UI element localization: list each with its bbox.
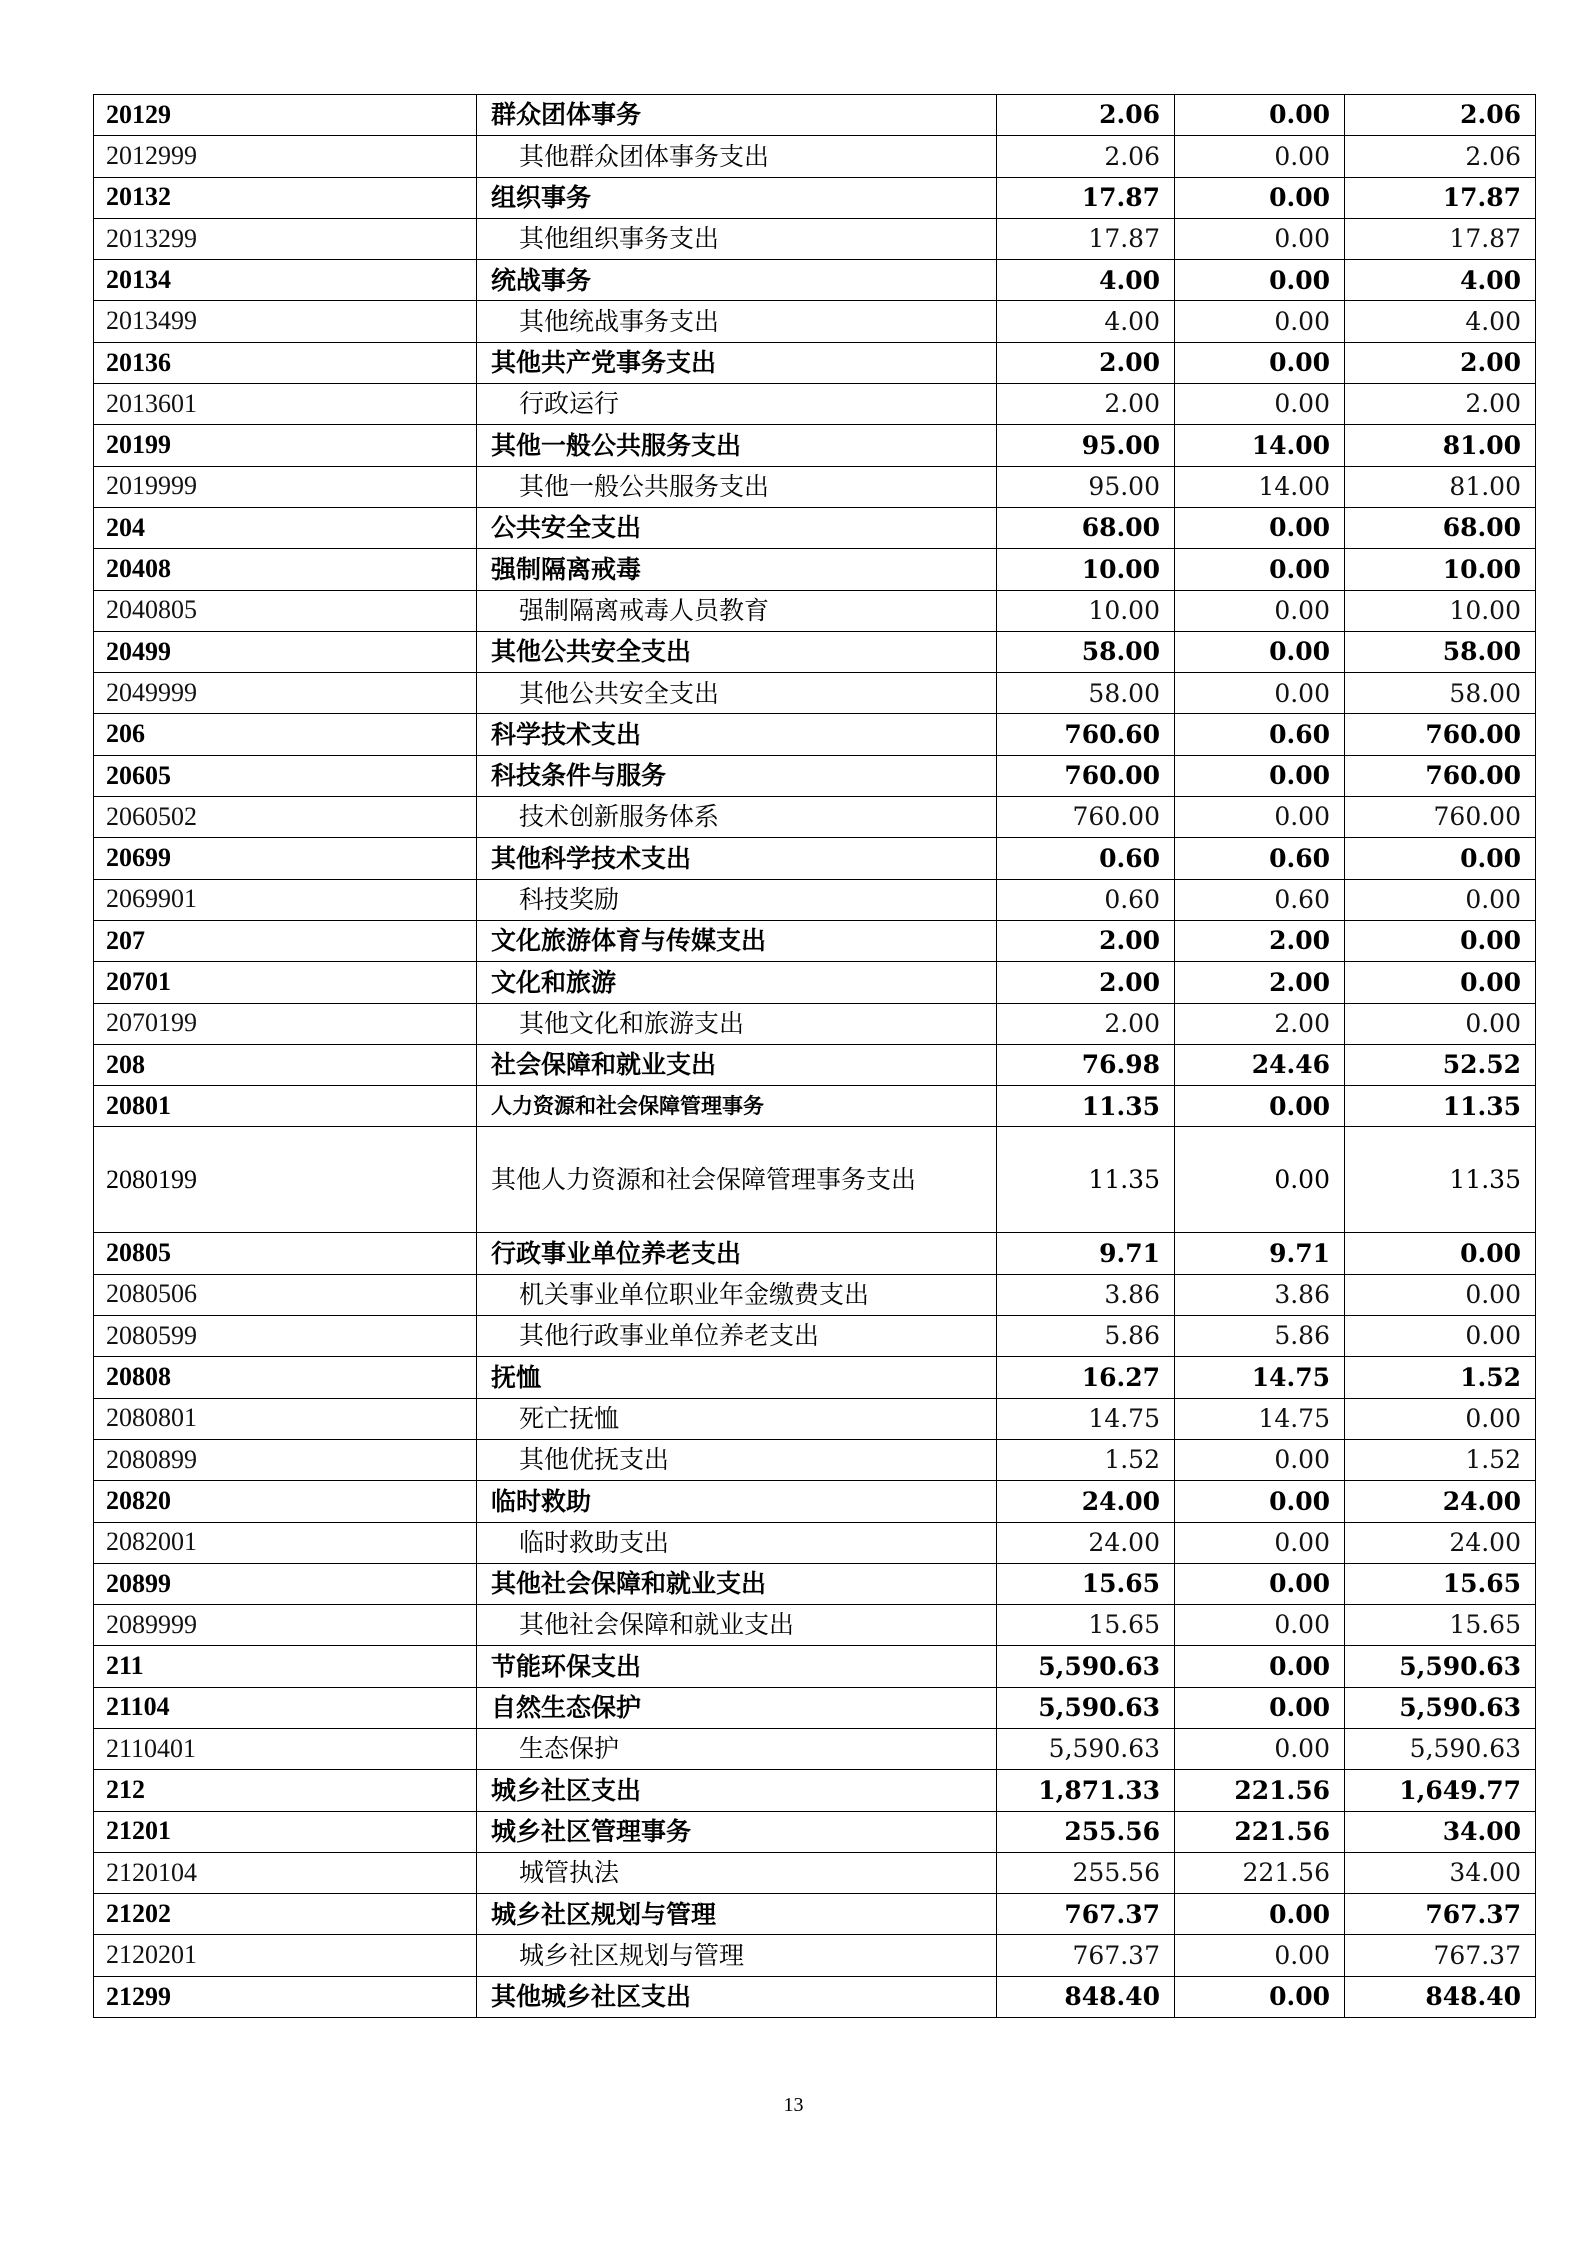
code-cell: 20699 [94, 838, 477, 879]
code-cell: 2019999 [94, 466, 477, 507]
code-cell: 20199 [94, 425, 477, 466]
code-cell: 2082001 [94, 1522, 477, 1563]
basic-cell: 0.00 [1175, 1935, 1345, 1976]
code-cell: 2080506 [94, 1274, 477, 1315]
name-cell: 其他城乡社区支出 [477, 1976, 997, 2017]
table-row [94, 714, 1536, 755]
total-cell: 17.87 [997, 177, 1175, 218]
basic-cell: 0.00 [1175, 1439, 1345, 1480]
name-cell: 科学技术支出 [477, 714, 997, 755]
total-cell: 2.06 [997, 95, 1175, 136]
code-cell: 21104 [94, 1687, 477, 1728]
name-cell: 城乡社区规划与管理 [477, 1935, 997, 1976]
name-cell: 公共安全支出 [477, 507, 997, 548]
basic-cell: 0.00 [1175, 1976, 1345, 2017]
code-cell: 212 [94, 1770, 477, 1811]
basic-cell: 0.00 [1175, 1481, 1345, 1522]
project-cell: 5,590.63 [1345, 1687, 1536, 1728]
name-cell: 其他统战事务支出 [477, 301, 997, 342]
project-cell: 760.00 [1345, 714, 1536, 755]
project-cell: 0.00 [1345, 1003, 1536, 1044]
basic-cell: 0.00 [1175, 797, 1345, 838]
code-cell: 20805 [94, 1233, 477, 1274]
total-cell: 1.52 [997, 1439, 1175, 1480]
project-cell: 0.00 [1345, 962, 1536, 1003]
project-cell: 767.37 [1345, 1894, 1536, 1935]
total-cell: 760.60 [997, 714, 1175, 755]
code-cell: 206 [94, 714, 477, 755]
name-cell: 科技奖励 [477, 879, 997, 920]
name-cell: 其他行政事业单位养老支出 [477, 1316, 997, 1357]
name-cell: 强制隔离戒毒人员教育 [477, 590, 997, 631]
name-cell: 其他文化和旅游支出 [477, 1003, 997, 1044]
basic-cell: 221.56 [1175, 1811, 1345, 1852]
project-cell: 767.37 [1345, 1935, 1536, 1976]
code-cell: 2069901 [94, 879, 477, 920]
code-cell: 2070199 [94, 1003, 477, 1044]
total-cell: 17.87 [997, 218, 1175, 259]
code-cell: 2080199 [94, 1127, 477, 1233]
basic-cell: 14.75 [1175, 1357, 1345, 1398]
project-cell: 1,649.77 [1345, 1770, 1536, 1811]
table-body [94, 95, 1536, 2018]
total-cell: 1,871.33 [997, 1770, 1175, 1811]
code-cell: 2013499 [94, 301, 477, 342]
project-cell: 0.00 [1345, 920, 1536, 961]
project-cell: 11.35 [1345, 1127, 1536, 1233]
code-cell: 20801 [94, 1086, 477, 1127]
total-cell: 68.00 [997, 507, 1175, 548]
code-cell: 2013299 [94, 218, 477, 259]
project-cell: 81.00 [1345, 425, 1536, 466]
project-cell: 68.00 [1345, 507, 1536, 548]
name-cell: 死亡抚恤 [477, 1398, 997, 1439]
code-cell: 20820 [94, 1481, 477, 1522]
basic-cell: 0.00 [1175, 507, 1345, 548]
code-cell: 208 [94, 1044, 477, 1085]
basic-cell: 0.00 [1175, 95, 1345, 136]
table-row [94, 136, 1536, 177]
table-row [94, 1127, 1536, 1233]
table-row [94, 1357, 1536, 1398]
project-cell: 11.35 [1345, 1086, 1536, 1127]
code-cell: 21299 [94, 1976, 477, 2017]
basic-cell: 3.86 [1175, 1274, 1345, 1315]
code-cell: 20808 [94, 1357, 477, 1398]
project-cell: 15.65 [1345, 1605, 1536, 1646]
total-cell: 24.00 [997, 1522, 1175, 1563]
total-cell: 58.00 [997, 673, 1175, 714]
table-row [94, 466, 1536, 507]
total-cell: 4.00 [997, 301, 1175, 342]
total-cell: 2.06 [997, 136, 1175, 177]
code-cell: 2049999 [94, 673, 477, 714]
code-cell: 2040805 [94, 590, 477, 631]
project-cell: 2.06 [1345, 136, 1536, 177]
basic-cell: 0.00 [1175, 136, 1345, 177]
project-cell: 2.00 [1345, 384, 1536, 425]
table-row [94, 384, 1536, 425]
project-cell: 81.00 [1345, 466, 1536, 507]
name-cell: 组织事务 [477, 177, 997, 218]
basic-cell: 0.00 [1175, 1894, 1345, 1935]
basic-cell: 0.00 [1175, 301, 1345, 342]
basic-cell: 0.00 [1175, 1127, 1345, 1233]
code-cell: 20499 [94, 631, 477, 672]
name-cell: 行政事业单位养老支出 [477, 1233, 997, 1274]
table-row [94, 1687, 1536, 1728]
code-cell: 20134 [94, 260, 477, 301]
total-cell: 2.00 [997, 1003, 1175, 1044]
total-cell: 0.60 [997, 838, 1175, 879]
project-cell: 10.00 [1345, 549, 1536, 590]
table-row [94, 755, 1536, 796]
name-cell: 技术创新服务体系 [477, 797, 997, 838]
total-cell: 14.75 [997, 1398, 1175, 1439]
table-row [94, 1935, 1536, 1976]
total-cell: 760.00 [997, 797, 1175, 838]
table-row [94, 920, 1536, 961]
name-cell: 抚恤 [477, 1357, 997, 1398]
code-cell: 20701 [94, 962, 477, 1003]
table-row [94, 1003, 1536, 1044]
project-cell: 1.52 [1345, 1357, 1536, 1398]
code-cell: 211 [94, 1646, 477, 1687]
project-cell: 17.87 [1345, 218, 1536, 259]
total-cell: 15.65 [997, 1605, 1175, 1646]
name-cell: 其他一般公共服务支出 [477, 425, 997, 466]
total-cell: 15.65 [997, 1563, 1175, 1604]
code-cell: 20408 [94, 549, 477, 590]
name-cell: 其他优抚支出 [477, 1439, 997, 1480]
code-cell: 20605 [94, 755, 477, 796]
basic-cell: 0.00 [1175, 342, 1345, 383]
project-cell: 2.00 [1345, 342, 1536, 383]
name-cell: 生态保护 [477, 1728, 997, 1769]
basic-cell: 14.00 [1175, 425, 1345, 466]
total-cell: 76.98 [997, 1044, 1175, 1085]
name-cell: 机关事业单位职业年金缴费支出 [477, 1274, 997, 1315]
name-cell: 其他社会保障和就业支出 [477, 1563, 997, 1604]
table-row [94, 590, 1536, 631]
project-cell: 52.52 [1345, 1044, 1536, 1085]
project-cell: 4.00 [1345, 260, 1536, 301]
page-number: 13 [783, 2094, 804, 2116]
name-cell: 节能环保支出 [477, 1646, 997, 1687]
table-row [94, 1811, 1536, 1852]
total-cell: 58.00 [997, 631, 1175, 672]
project-cell: 848.40 [1345, 1976, 1536, 2017]
code-cell: 2110401 [94, 1728, 477, 1769]
project-cell: 0.00 [1345, 879, 1536, 920]
basic-cell: 0.00 [1175, 218, 1345, 259]
total-cell: 0.60 [997, 879, 1175, 920]
table-row [94, 1976, 1536, 2017]
basic-cell: 0.00 [1175, 384, 1345, 425]
name-cell: 行政运行 [477, 384, 997, 425]
basic-cell: 9.71 [1175, 1233, 1345, 1274]
name-cell: 统战事务 [477, 260, 997, 301]
table-row [94, 95, 1536, 136]
table-row [94, 1086, 1536, 1127]
code-cell: 2080599 [94, 1316, 477, 1357]
name-cell: 其他群众团体事务支出 [477, 136, 997, 177]
basic-cell: 2.00 [1175, 962, 1345, 1003]
basic-cell: 24.46 [1175, 1044, 1345, 1085]
table-row [94, 631, 1536, 672]
basic-cell: 0.00 [1175, 1522, 1345, 1563]
table-row [94, 838, 1536, 879]
name-cell: 其他公共安全支出 [477, 673, 997, 714]
basic-cell: 0.00 [1175, 631, 1345, 672]
name-cell: 强制隔离戒毒 [477, 549, 997, 590]
project-cell: 34.00 [1345, 1852, 1536, 1893]
code-cell: 2089999 [94, 1605, 477, 1646]
basic-cell: 0.00 [1175, 755, 1345, 796]
basic-cell: 0.00 [1175, 1086, 1345, 1127]
name-cell: 社会保障和就业支出 [477, 1044, 997, 1085]
table-row [94, 1605, 1536, 1646]
table-row [94, 549, 1536, 590]
table-row [94, 1439, 1536, 1480]
basic-cell: 5.86 [1175, 1316, 1345, 1357]
project-cell: 0.00 [1345, 1274, 1536, 1315]
table-row [94, 1233, 1536, 1274]
code-cell: 20899 [94, 1563, 477, 1604]
code-cell: 2060502 [94, 797, 477, 838]
name-cell: 临时救助 [477, 1481, 997, 1522]
code-cell: 21202 [94, 1894, 477, 1935]
table-row [94, 1044, 1536, 1085]
table-row [94, 1852, 1536, 1893]
code-cell: 20132 [94, 177, 477, 218]
basic-cell: 0.00 [1175, 673, 1345, 714]
total-cell: 5.86 [997, 1316, 1175, 1357]
code-cell: 204 [94, 507, 477, 548]
total-cell: 24.00 [997, 1481, 1175, 1522]
name-cell: 其他一般公共服务支出 [477, 466, 997, 507]
table-row [94, 1770, 1536, 1811]
table-row [94, 1481, 1536, 1522]
name-cell: 其他公共安全支出 [477, 631, 997, 672]
name-cell: 城乡社区规划与管理 [477, 1894, 997, 1935]
basic-cell: 0.60 [1175, 714, 1345, 755]
table-row [94, 1728, 1536, 1769]
table-row [94, 260, 1536, 301]
code-cell: 2080899 [94, 1439, 477, 1480]
total-cell: 5,590.63 [997, 1728, 1175, 1769]
table-row [94, 962, 1536, 1003]
project-cell: 17.87 [1345, 177, 1536, 218]
project-cell: 15.65 [1345, 1563, 1536, 1604]
basic-cell: 0.00 [1175, 590, 1345, 631]
code-cell: 20136 [94, 342, 477, 383]
name-cell: 文化和旅游 [477, 962, 997, 1003]
code-cell: 2013601 [94, 384, 477, 425]
basic-cell: 0.60 [1175, 879, 1345, 920]
basic-cell: 2.00 [1175, 1003, 1345, 1044]
code-cell: 2120201 [94, 1935, 477, 1976]
name-cell: 其他共产党事务支出 [477, 342, 997, 383]
project-cell: 760.00 [1345, 797, 1536, 838]
name-cell: 临时救助支出 [477, 1522, 997, 1563]
basic-cell: 0.00 [1175, 1563, 1345, 1604]
name-cell: 群众团体事务 [477, 95, 997, 136]
table-row [94, 1894, 1536, 1935]
project-cell: 1.52 [1345, 1439, 1536, 1480]
total-cell: 16.27 [997, 1357, 1175, 1398]
name-cell: 自然生态保护 [477, 1687, 997, 1728]
project-cell: 760.00 [1345, 755, 1536, 796]
table-row [94, 1522, 1536, 1563]
total-cell: 11.35 [997, 1086, 1175, 1127]
total-cell: 3.86 [997, 1274, 1175, 1315]
basic-cell: 0.00 [1175, 177, 1345, 218]
code-cell: 2012999 [94, 136, 477, 177]
name-cell: 其他科学技术支出 [477, 838, 997, 879]
table-row [94, 425, 1536, 466]
total-cell: 5,590.63 [997, 1687, 1175, 1728]
name-cell: 城管执法 [477, 1852, 997, 1893]
name-cell: 其他社会保障和就业支出 [477, 1605, 997, 1646]
project-cell: 4.00 [1345, 301, 1536, 342]
basic-cell: 0.00 [1175, 260, 1345, 301]
table-row [94, 797, 1536, 838]
basic-cell: 0.00 [1175, 1646, 1345, 1687]
total-cell: 255.56 [997, 1811, 1175, 1852]
table-row [94, 673, 1536, 714]
table-row [94, 879, 1536, 920]
project-cell: 5,590.63 [1345, 1646, 1536, 1687]
table-row [94, 177, 1536, 218]
total-cell: 4.00 [997, 260, 1175, 301]
project-cell: 58.00 [1345, 673, 1536, 714]
total-cell: 2.00 [997, 384, 1175, 425]
total-cell: 95.00 [997, 425, 1175, 466]
table-row [94, 1563, 1536, 1604]
table-row [94, 1274, 1536, 1315]
code-cell: 21201 [94, 1811, 477, 1852]
table-row [94, 507, 1536, 548]
basic-cell: 0.00 [1175, 1605, 1345, 1646]
basic-cell: 221.56 [1175, 1852, 1345, 1893]
project-cell: 58.00 [1345, 631, 1536, 672]
total-cell: 760.00 [997, 755, 1175, 796]
total-cell: 11.35 [997, 1127, 1175, 1233]
project-cell: 24.00 [1345, 1522, 1536, 1563]
code-cell: 207 [94, 920, 477, 961]
basic-cell: 0.60 [1175, 838, 1345, 879]
name-cell: 其他组织事务支出 [477, 218, 997, 259]
code-cell: 20129 [94, 95, 477, 136]
basic-cell: 14.00 [1175, 466, 1345, 507]
table-row [94, 1398, 1536, 1439]
project-cell: 0.00 [1345, 1316, 1536, 1357]
table-row [94, 1316, 1536, 1357]
name-cell: 城乡社区支出 [477, 1770, 997, 1811]
project-cell: 5,590.63 [1345, 1728, 1536, 1769]
budget-table [93, 94, 1536, 2018]
table-row [94, 1646, 1536, 1687]
total-cell: 255.56 [997, 1852, 1175, 1893]
table-row [94, 218, 1536, 259]
project-cell: 0.00 [1345, 1233, 1536, 1274]
basic-cell: 14.75 [1175, 1398, 1345, 1439]
name-cell: 文化旅游体育与传媒支出 [477, 920, 997, 961]
total-cell: 5,590.63 [997, 1646, 1175, 1687]
project-cell: 10.00 [1345, 590, 1536, 631]
project-cell: 0.00 [1345, 1398, 1536, 1439]
code-cell: 2080801 [94, 1398, 477, 1439]
basic-cell: 0.00 [1175, 549, 1345, 590]
project-cell: 24.00 [1345, 1481, 1536, 1522]
project-cell: 0.00 [1345, 838, 1536, 879]
project-cell: 34.00 [1345, 1811, 1536, 1852]
code-cell: 2120104 [94, 1852, 477, 1893]
name-cell: 人力资源和社会保障管理事务 [477, 1086, 997, 1127]
basic-cell: 2.00 [1175, 920, 1345, 961]
table-row [94, 342, 1536, 383]
total-cell: 9.71 [997, 1233, 1175, 1274]
total-cell: 848.40 [997, 1976, 1175, 2017]
total-cell: 10.00 [997, 590, 1175, 631]
total-cell: 2.00 [997, 342, 1175, 383]
total-cell: 95.00 [997, 466, 1175, 507]
table-row [94, 301, 1536, 342]
name-cell: 科技条件与服务 [477, 755, 997, 796]
total-cell: 767.37 [997, 1935, 1175, 1976]
basic-cell: 0.00 [1175, 1687, 1345, 1728]
name-cell: 其他人力资源和社会保障管理事务支出 [477, 1127, 997, 1233]
total-cell: 2.00 [997, 920, 1175, 961]
basic-cell: 0.00 [1175, 1728, 1345, 1769]
total-cell: 2.00 [997, 962, 1175, 1003]
basic-cell: 221.56 [1175, 1770, 1345, 1811]
total-cell: 767.37 [997, 1894, 1175, 1935]
name-cell: 城乡社区管理事务 [477, 1811, 997, 1852]
project-cell: 2.06 [1345, 95, 1536, 136]
total-cell: 10.00 [997, 549, 1175, 590]
